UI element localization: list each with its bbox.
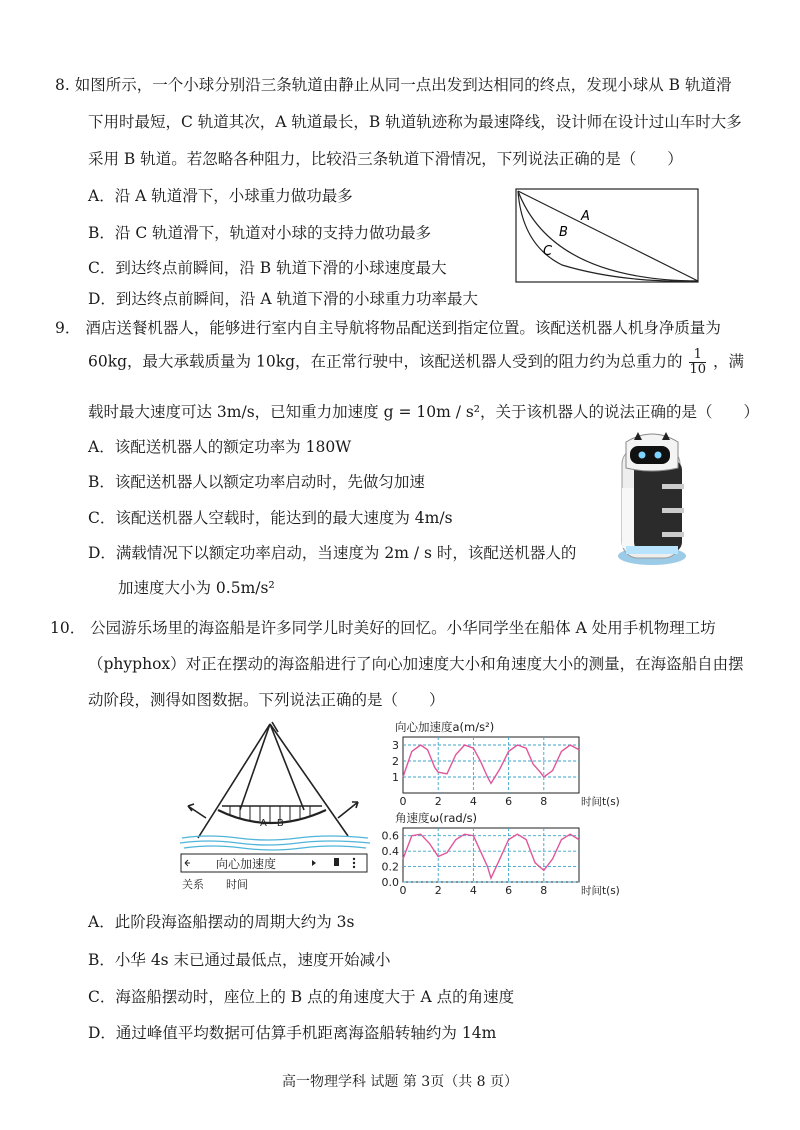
phone-bar-label: 向心加速度	[216, 857, 277, 871]
q8-text-line1: 如图所示，一个小球分别沿三条轨道由静止从同一点出发到达相同的终点，发现小球从 B 轨道滑	[74, 76, 732, 94]
x-tick-label: 2	[434, 884, 442, 897]
x-axis-label: 时间t(s)	[581, 885, 620, 897]
boat-ab-label: A－B	[260, 818, 284, 829]
q9-text-line2b: ，满	[712, 352, 744, 371]
q10-text-line2: （phyphox）对正在摆动的海盗船进行了向心加速度大小和角速度大小的测量，在海盗船自由摆	[88, 655, 744, 673]
robot-icon	[612, 428, 692, 568]
q10-text-line1: 公园游乐场里的海盗船是许多同学儿时美好的回忆。小华同学坐在船体 A 处用手机物理工坊	[90, 619, 716, 637]
x-tick-label: 4	[469, 884, 477, 897]
q9-line1	[55, 316, 721, 338]
q8-option-a: A．沿 A 轨道滑下，小球重力做功最多	[88, 187, 353, 205]
track-a	[518, 191, 698, 281]
q9-option-d: D．满载情况下以额定功率启动，当速度为 2m / s 时，该配送机器人的	[88, 544, 577, 562]
arm-left	[240, 724, 270, 810]
chart1-title: 向心加速度a(m/s²)	[395, 720, 495, 734]
arm-right	[270, 724, 304, 810]
series-line	[403, 834, 579, 878]
label-c: C	[543, 244, 553, 259]
x-tick-label: 4	[469, 795, 477, 808]
q9-option-c: C．该配送机器人空载时，能达到的最大速度为 4m/s	[88, 509, 453, 527]
y-tick-label: 1	[392, 771, 399, 784]
q10-line1	[50, 616, 716, 638]
q8-option-c: C．到达终点前瞬间，沿 B 轨道下滑的小球速度最大	[88, 259, 447, 277]
q8-number: 8.	[55, 76, 70, 94]
series-line	[403, 745, 579, 783]
q9-line2	[88, 348, 744, 377]
q8-text-line3: 采用 B 轨道。若忽略各种阻力，比较沿三条轨道下滑情况，下列说法正确的是（ ）	[88, 150, 683, 168]
q10-option-c: C．海盗船摆动时，座位上的 B 点的角速度大于 A 点的角速度	[88, 988, 515, 1006]
x-tick-label: 6	[505, 795, 513, 808]
y-tick-label: 0.4	[381, 845, 399, 859]
q8-option-b: B．沿 C 轨道滑下，轨道对小球的支持力做功最多	[88, 224, 432, 242]
x-tick-label: 0	[399, 795, 407, 808]
y-tick-label: 0.0	[381, 876, 399, 889]
q8-text-line2: 下用时最短，C 轨道其次，A 轨道最长，B 轨道轨迹称为最速降线，设计师在设计过山车时大多	[88, 113, 742, 131]
q10-option-a: A．此阶段海盗船摆动的周期大约为 3s	[88, 913, 355, 931]
fraction-denominator: 10	[689, 362, 706, 377]
q8-line1	[55, 73, 731, 95]
q9-text-line3: 载时最大速度可达 3m/s，已知重力加速度 g = 10m / s²，关于该机器人的说法正确的是（ ）	[88, 403, 760, 421]
q9-text-line2a: 60kg，最大承载质量为 10kg，在正常行驶中，该配送机器人受到的阻力约为总重力的	[88, 352, 683, 371]
q8-option-d: D．到达终点前瞬间，沿 A 轨道下滑的小球重力功率最大	[88, 290, 478, 308]
q10-option-d: D．通过峰值平均数据可估算手机距离海盗船转轴约为 14m	[88, 1024, 497, 1042]
q9-text-line1: 酒店送餐机器人，能够进行室内自主导航将物品配送到指定位置。该配送机器人机身净质量为	[85, 319, 721, 337]
y-tick-label: 0.6	[381, 829, 399, 843]
y-tick-label: 0.2	[381, 860, 399, 874]
phone-icon	[334, 858, 339, 866]
swing-arrow-left	[188, 806, 206, 818]
y-tick-label: 2	[392, 755, 399, 768]
q10-option-b: B．小华 4s 末已通过最低点，速度开始减小	[88, 951, 391, 969]
x-tick-label: 8	[540, 884, 548, 897]
q9-option-b: B．该配送机器人以额定功率启动时，先做匀加速	[88, 473, 425, 491]
q9-option-d-cont: 加速度大小为 0.5m/s²	[118, 579, 275, 597]
q10-text-line3: 动阶段，测得如图数据。下列说法正确的是（ ）	[88, 691, 445, 709]
phone-bottom-left: 关系	[182, 878, 204, 891]
x-axis-label: 时间t(s)	[581, 796, 620, 808]
x-tick-label: 0	[399, 884, 407, 897]
chart-centripetal-acceleration	[383, 733, 620, 808]
fraction	[689, 348, 706, 377]
label-b: B	[559, 225, 568, 240]
x-tick-label: 8	[540, 795, 548, 808]
phone-bottom-right: 时间	[226, 878, 248, 891]
pirate-ship-figure	[178, 718, 373, 893]
q9-option-a: A．该配送机器人的额定功率为 180W	[88, 438, 352, 456]
q8-track-figure	[512, 185, 702, 285]
page-footer: 高一物理学科 试题 第 3页（共 8 页）	[281, 1074, 519, 1090]
fraction-numerator: 1	[689, 348, 706, 363]
label-a: A	[581, 209, 590, 224]
q9-number: 9．	[55, 319, 81, 337]
x-tick-label: 2	[434, 795, 442, 808]
swing-arrow-right	[338, 802, 358, 818]
y-tick-label: 3	[392, 739, 399, 752]
chart-angular-velocity	[375, 824, 620, 897]
chart2-title: 角速度ω(rad/s)	[395, 811, 478, 825]
q10-number: 10．	[50, 619, 86, 637]
x-tick-label: 6	[505, 884, 513, 897]
